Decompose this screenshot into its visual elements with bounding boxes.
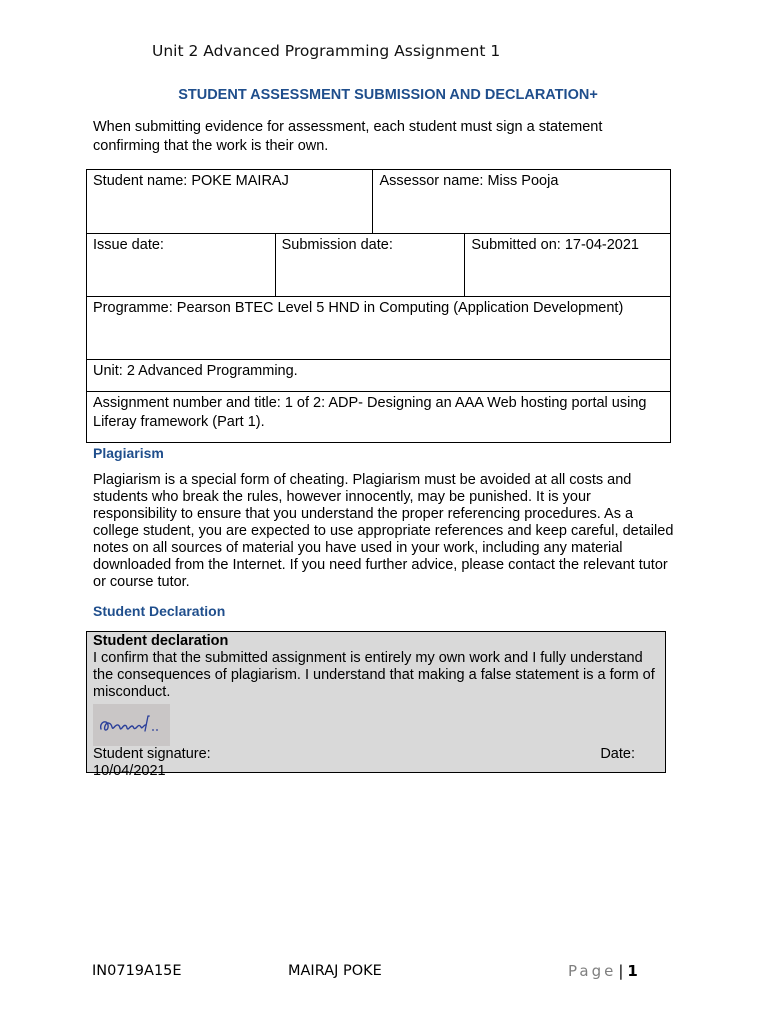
page-number: 1 xyxy=(627,962,638,980)
declaration-box xyxy=(86,631,666,779)
plagiarism-heading: Plagiarism xyxy=(93,445,164,461)
footer-student-id: IN0719A15E xyxy=(92,963,182,979)
submitted-on-cell: Submitted on: 17-04-2021 xyxy=(465,234,671,297)
footer-student-name: MAIRAJ POKE xyxy=(288,963,382,979)
intro-paragraph: When submitting evidence for assessment, each student must sign a statement confirming that the work is their own. xyxy=(93,119,603,154)
assignment-cell: Assignment number and title: 1 of 2: ADP- Designing an AAA Web hosting portal using Liferay framework (Part 1). xyxy=(87,392,671,443)
declaration-box-title: Student declaration xyxy=(93,633,229,649)
page-label: Page xyxy=(568,962,617,980)
student-signature-label: Student signature: xyxy=(93,746,211,762)
footer-page-number xyxy=(568,962,638,980)
submission-date-cell: Submission date: xyxy=(275,234,465,297)
page-separator: | xyxy=(618,962,624,980)
signature-scribble xyxy=(93,704,170,746)
plagiarism-text: Plagiarism is a special form of cheating. Plagiarism must be avoided at all costs and students who break the rules, however innocently, may be punished. It is your responsibility to ensure that you understand the proper referencing procedures. As a college student, you are expected to use appropriate references and keep careful, detailed notes on all sources of material you have used in your work, including any material downloaded from the Internet. If you need further advice, please contact the relevant tutor or course tutor. xyxy=(93,472,674,590)
document-header-title: Unit 2 Advanced Programming Assignment 1 xyxy=(152,42,501,60)
student-declaration-heading: Student Declaration xyxy=(93,603,226,619)
programme-cell: Programme: Pearson BTEC Level 5 HND in Computing (Application Development) xyxy=(87,297,671,360)
main-title: STUDENT ASSESSMENT SUBMISSION AND DECLARATION+ xyxy=(178,87,598,103)
assessor-name-cell: Assessor name: Miss Pooja xyxy=(373,170,671,234)
declaration-statement: I confirm that the submitted assignment is entirely my own work and I fully understand the consequences of plagiarism. I understand that making a false statement is a form of misconduct. xyxy=(93,650,655,700)
unit-cell: Unit: 2 Advanced Programming. xyxy=(87,360,671,392)
submission-info-table xyxy=(86,169,671,443)
signature-row xyxy=(93,746,659,763)
student-name-cell: Student name: POKE MAIRAJ xyxy=(87,170,373,234)
declaration-date-value: 10/04/2021 xyxy=(93,763,166,779)
date-label: Date: xyxy=(600,746,635,762)
signature-image xyxy=(93,704,170,746)
issue-date-cell: Issue date: xyxy=(87,234,276,297)
